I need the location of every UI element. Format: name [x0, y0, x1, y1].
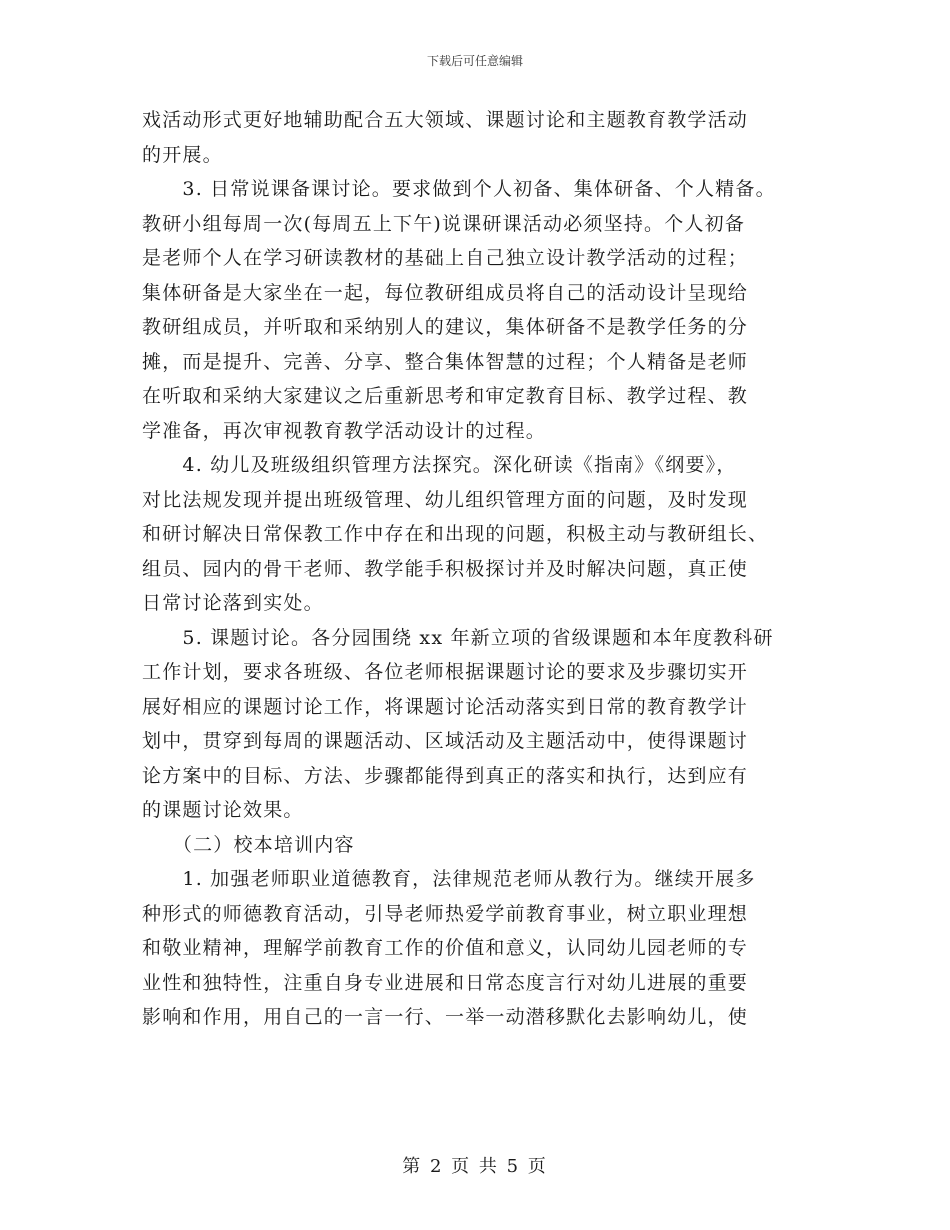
text-line: 和研讨解决日常保教工作中存在和出现的问题，积极主动与教研组长、: [142, 523, 769, 545]
text-line: 戏活动形式更好地辅助配合五大领域、课题讨论和主题教育教学活动: [142, 109, 749, 131]
page-footer: 第 2 页 共 5 页: [402, 1156, 548, 1177]
section-heading: （二）校本培训内容: [142, 833, 355, 856]
text-line: 划中，贯穿到每周的课题活动、区域活动及主题活动中，使得课题讨: [142, 730, 749, 752]
text-line: 5. 课题讨论。各分园围绕 xx 年新立项的省级课题和本年度教科研: [142, 626, 774, 649]
text-line: 1. 加强老师职业道德教育，法律规范老师从教行为。继续开展多: [142, 868, 756, 890]
text-line: 4. 幼儿及班级组织管理方法探究。深化研读《指南》《纲要》，: [142, 454, 737, 476]
text-line: 影响和作用，用自己的一言一行、一举一动潜移默化去影响幼儿，使: [142, 1006, 749, 1028]
text-line: 摊，而是提升、完善、分享、整合集体智慧的过程；个人精备是老师: [142, 350, 749, 373]
text-line: 3. 日常说课备课讨论。要求做到个人初备、集体研备、个人精备。: [142, 178, 776, 200]
text-line: 工作计划，要求各班级、各位老师根据课题讨论的要求及步骤切实开: [142, 661, 749, 683]
document-body: [142, 103, 812, 1035]
text-line: 展好相应的课题讨论工作，将课题讨论活动落实到日常的教育教学计: [142, 695, 749, 718]
text-line: 集体研备是大家坐在一起，每位教研组成员将自己的活动设计呈现给: [142, 281, 749, 304]
text-line: 组员、园内的骨干老师、教学能手积极探讨并及时解决问题，真正使: [142, 557, 749, 580]
text-line: 教研小组每周一次(每周五上下午)说课研课活动必须坚持。个人初备: [142, 212, 746, 235]
page-header: 下载后可任意编辑: [426, 54, 523, 68]
text-line: 学准备，再次审视教育教学活动设计的过程。: [142, 419, 547, 442]
text-line: 论方案中的目标、方法、步骤都能得到真正的落实和执行，达到应有: [142, 764, 749, 787]
text-line: 的开展。: [142, 143, 223, 166]
text-line: 和敬业精神，理解学前教育工作的价值和意义，认同幼儿园老师的专: [142, 937, 749, 959]
text-line: 教研组成员，并听取和采纳别人的建议，集体研备不是教学任务的分: [142, 316, 749, 338]
text-line: 业性和独特性，注重自身专业进展和日常态度言行对幼儿进展的重要: [142, 971, 749, 994]
text-line: 对比法规发现并提出班级管理、幼儿组织管理方面的问题，及时发现: [142, 488, 749, 511]
text-line: 是老师个人在学习研读教材的基础上自己独立设计教学活动的过程；: [142, 247, 749, 269]
text-line: 的课题讨论效果。: [142, 799, 304, 821]
text-line: 在听取和采纳大家建议之后重新思考和审定教育目标、教学过程、教: [142, 385, 749, 407]
text-line: 日常讨论落到实处。: [142, 592, 324, 614]
text-line: 种形式的师德教育活动，引导老师热爱学前教育事业，树立职业理想: [142, 902, 749, 925]
